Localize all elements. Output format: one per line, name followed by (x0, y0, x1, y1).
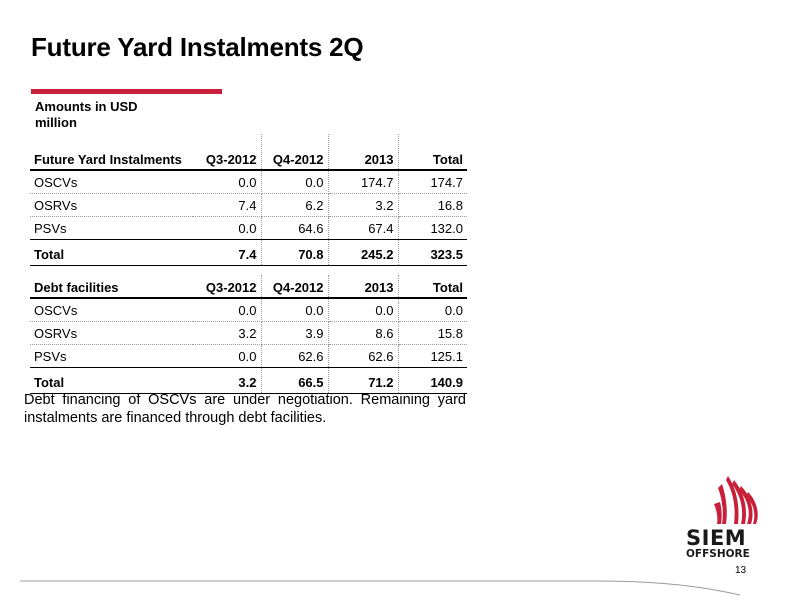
table-total-row (30, 367, 467, 393)
table-row (30, 216, 467, 239)
row-label: OSCVs (30, 298, 193, 321)
title-underline (31, 89, 222, 94)
table-cell: 140.9 (398, 367, 467, 393)
column-header: 2013 (328, 134, 398, 170)
table-cell: 67.4 (328, 216, 398, 239)
table-cell: 3.2 (328, 193, 398, 216)
table-cell: 8.6 (328, 321, 398, 344)
row-label: PSVs (30, 216, 193, 239)
table-cell: 174.7 (398, 170, 467, 193)
table-cell: 64.6 (261, 216, 328, 239)
table-cell: 6.2 (261, 193, 328, 216)
table-cell: 62.6 (328, 344, 398, 367)
table-row (30, 298, 467, 321)
column-header: Future Yard Instalments (30, 134, 193, 170)
table-cell: 71.2 (328, 367, 398, 393)
table-header-row (30, 134, 467, 170)
table-cell: 0.0 (193, 344, 261, 367)
slide-title: Future Yard Instalments 2Q (31, 32, 364, 62)
table-cell: 66.5 (261, 367, 328, 393)
table-cell: 174.7 (328, 170, 398, 193)
table-row (30, 193, 467, 216)
column-header: Total (398, 275, 467, 298)
footer-curve (0, 575, 800, 600)
row-label: Total (30, 239, 193, 265)
column-header: Q4-2012 (261, 134, 328, 170)
column-header: Q4-2012 (261, 275, 328, 298)
page-number: 13 (735, 565, 747, 576)
table-row (30, 170, 467, 193)
column-header: Q3-2012 (193, 134, 261, 170)
logo-wordmark: SIEM (686, 526, 747, 550)
row-label: OSCVs (30, 170, 193, 193)
table-cell: 0.0 (193, 298, 261, 321)
column-header: Q3-2012 (193, 275, 261, 298)
table-cell: 323.5 (398, 239, 467, 265)
table-cell: 0.0 (261, 170, 328, 193)
table-cell: 3.2 (193, 367, 261, 393)
table-cell: 16.8 (398, 193, 467, 216)
table-cell: 125.1 (398, 344, 467, 367)
table-cell: 7.4 (193, 239, 261, 265)
table-cell: 7.4 (193, 193, 261, 216)
table-cell: 15.8 (398, 321, 467, 344)
future-yard-instalments-table (30, 134, 467, 266)
table-cell: 0.0 (193, 170, 261, 193)
row-label: PSVs (30, 344, 193, 367)
row-label: OSRVs (30, 193, 193, 216)
table-cell: 62.6 (261, 344, 328, 367)
table-cell: 0.0 (261, 298, 328, 321)
table-header-row (30, 275, 467, 298)
table-cell: 245.2 (328, 239, 398, 265)
table-cell: 0.0 (193, 216, 261, 239)
table-row (30, 344, 467, 367)
units-label: Amounts in USD million (35, 99, 138, 130)
column-header: Debt facilities (30, 275, 193, 298)
table-total-row (30, 239, 467, 265)
table-cell: 0.0 (398, 298, 467, 321)
table-cell: 70.8 (261, 239, 328, 265)
table-cell: 0.0 (328, 298, 398, 321)
column-header: Total (398, 134, 467, 170)
table-cell: 3.9 (261, 321, 328, 344)
note-text: Debt financing of OSCVs are under negotiation. Remaining yard instalments are financed through debt facilities. (24, 392, 466, 426)
table-cell: 132.0 (398, 216, 467, 239)
table-row (30, 321, 467, 344)
row-label: Total (30, 367, 193, 393)
column-header: 2013 (328, 275, 398, 298)
row-label: OSRVs (30, 321, 193, 344)
logo-subtitle: OFFSHORE (686, 548, 750, 560)
debt-facilities-table (30, 275, 467, 394)
table-cell: 3.2 (193, 321, 261, 344)
